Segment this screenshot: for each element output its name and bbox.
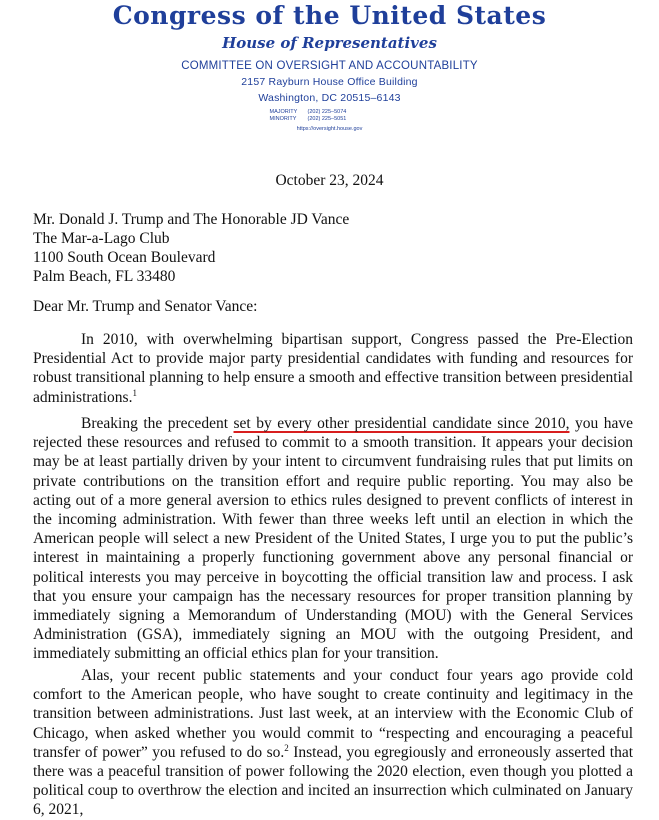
letterhead-building: 2157 Rayburn House Office Building [241,76,418,88]
recipient-line-1: Mr. Donald J. Trump and The Honorable JD Vance [33,211,350,228]
minority-phone: (202) 225–5051 [307,116,347,122]
paragraph-2-before: Breaking the precedent [81,415,234,432]
letterhead-committee: COMMITTEE ON OVERSIGHT AND ACCOUNTABILITY [181,60,478,72]
paragraph-2 [33,414,633,664]
letterhead-title: Congress of the United States [112,1,547,30]
footnote-1-marker: 1 [132,387,137,398]
letterhead-phones [270,109,390,123]
recipient-line-3: 1100 South Ocean Boulevard [33,249,216,266]
paragraph-3 [33,666,633,820]
highlighted-phrase: set by every other presidential candidate since 2010, [233,415,570,432]
minority-label: MINORITY [269,116,297,122]
paragraph-1 [33,330,633,407]
paragraph-3-after: Instead, you egregiously and erroneously asserted that there was a peaceful transition of power following the 2020 election, even though you plotted a political coup to overthrow the election and incited an insurrection which culminated on January 6, 2021, [33,743,633,819]
letter-date: October 23, 2024 [275,172,384,189]
majority-phone: (202) 225–5074 [307,109,347,115]
letterhead [0,2,659,133]
paragraph-2-after: you have rejected these resources and refused to commit to a smooth transition. It appears your decision may be at least partially driven by your intent to circumvent fundraising rules that put limits on private contributions on the transition effort and require public reporting. You may also be acting out of a more general aversion to ethics rules designed to prevent conflicts of interest in the incoming administration. With fewer than three weeks left until an election in which the American people will select a new President of the United States, I urge you to put the public’s interest in maintaining a properly functioning government above any personal financial or political interests you may perceive in boycotting the official transition law and process. I ask that you ensure your campaign has the necessary resources for proper transition planning by immediately signing a Memorandum of Understanding (MOU) with the General Services Administration (GSA), immediately signing an MOU with the outgoing President, and immediately submitting an official ethics plan for your transition. [33,415,633,663]
majority-label: MAJORITY [269,109,298,115]
salutation: Dear Mr. Trump and Senator Vance: [33,298,258,315]
paragraph-3-before: Alas, your recent public statements and your conduct four years ago provide cold comfort to the American people, who have sought to create continuity and legitimacy in the transition between administrations. Just last week, at an interview with the Economic Club of Chicago, when asked whether you would commit to “respecting and encouraging a peaceful transfer of power” you refused to do so. [33,667,633,761]
footnote-2-marker: 2 [284,742,289,753]
letterhead-url: https://oversight.house.gov [296,126,363,132]
letterhead-house: House of Representatives [222,34,437,52]
letterhead-city: Washington, DC 20515–6143 [258,92,401,104]
recipient-line-2: The Mar-a-Lago Club [33,230,170,247]
paragraph-1-text: In 2010, with overwhelming bipartisan support, Congress passed the Pre-Election Presidential Act to provide major party presidential candidates with funding and resources for robust transitional planning to help ensure a smooth and effective transition between presidential administrations. [33,331,633,406]
recipient-line-4: Palm Beach, FL 33480 [33,268,176,285]
recipient-address [33,210,349,286]
